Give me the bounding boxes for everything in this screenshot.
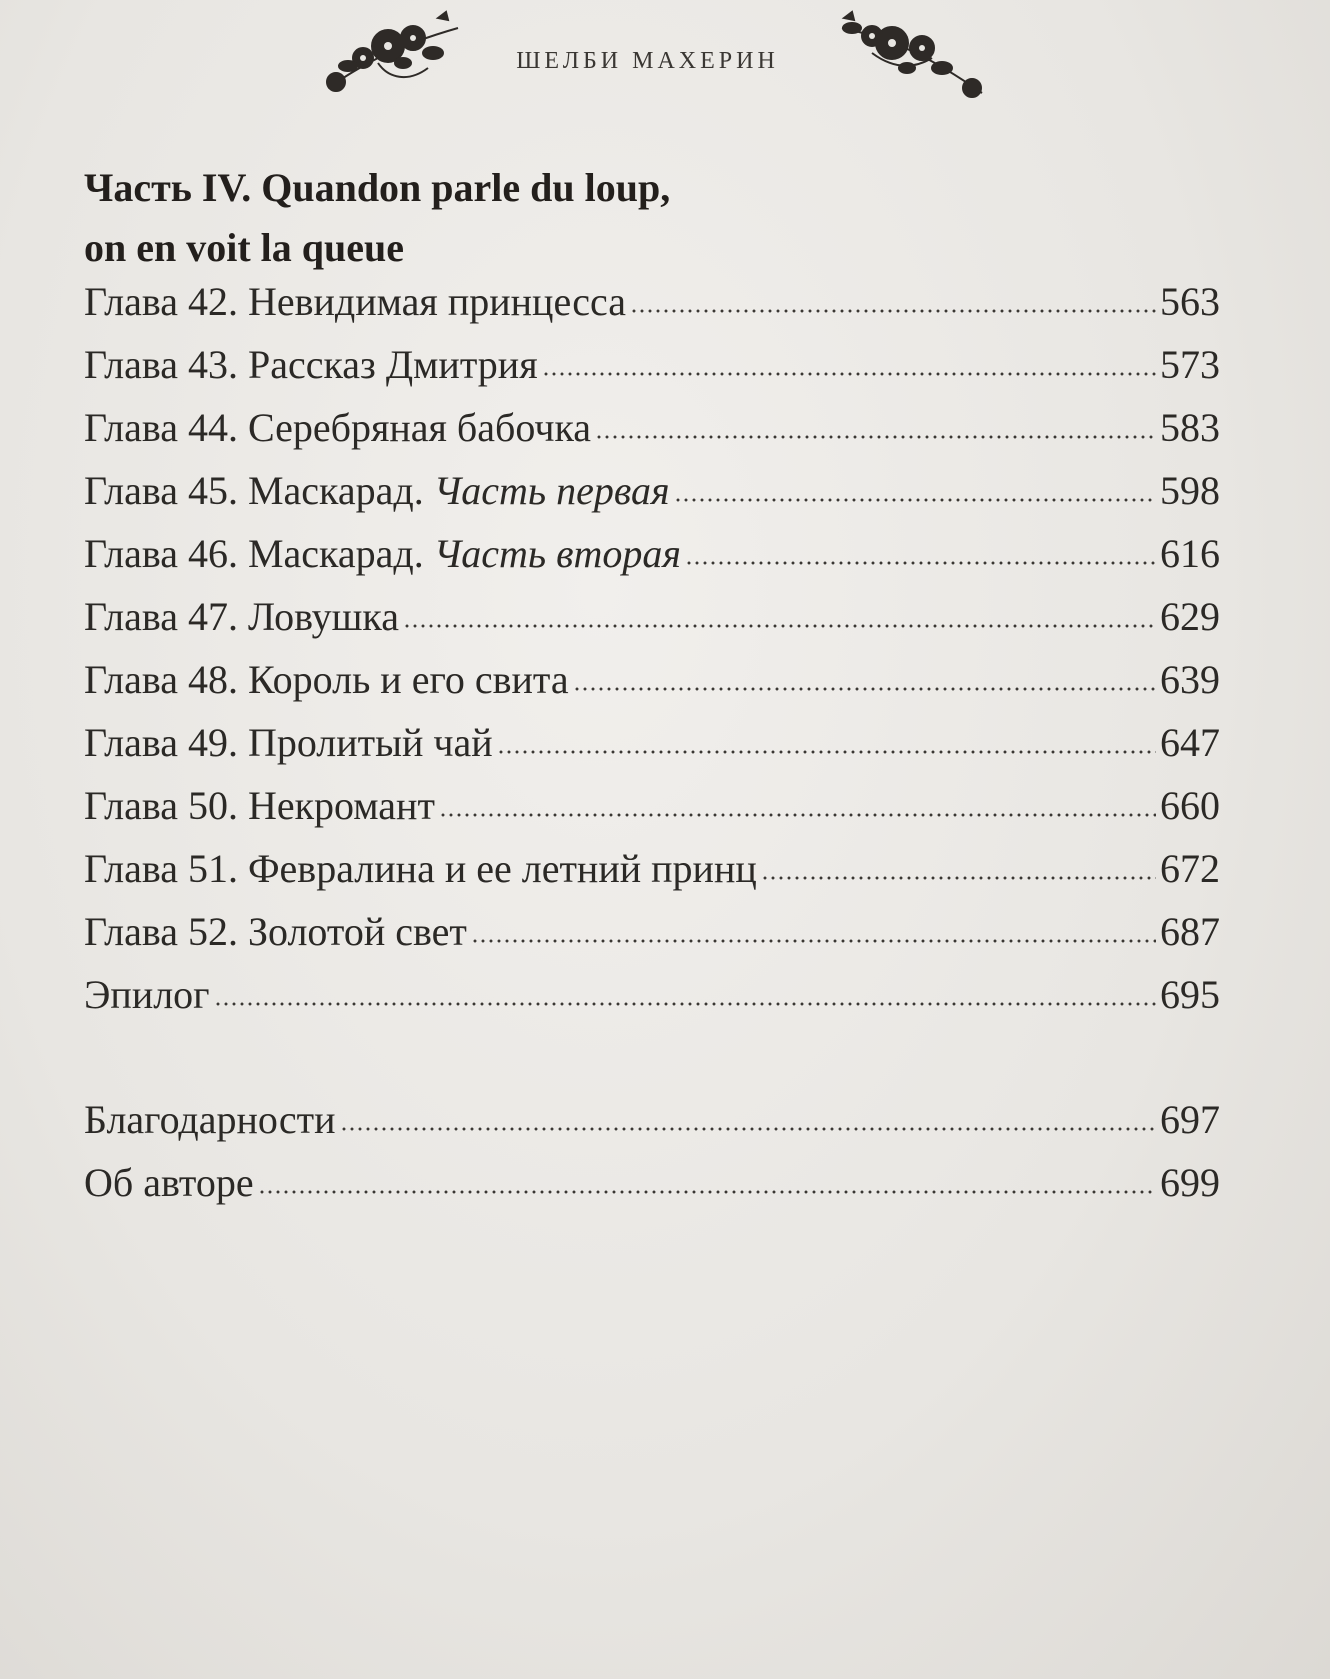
dot-leader [630, 309, 1156, 313]
dot-leader [340, 1127, 1156, 1131]
part-heading-line-2: on en voit la queue [84, 225, 405, 270]
toc-entry-page: 660 [1160, 783, 1220, 828]
toc-entry [84, 467, 1220, 530]
toc-entry-title: Глава 50. Некромант [84, 783, 435, 828]
toc-entry-title: Глава 51. Февралина и ее летний принц [84, 846, 757, 891]
running-head-author: ШЕЛБИ МАХЕРИН [516, 48, 779, 74]
toc-entry-title: Глава 48. Король и его свита [84, 657, 569, 702]
dot-leader [685, 561, 1156, 565]
toc-entry-page: 563 [1160, 279, 1220, 324]
toc-entry [84, 530, 1220, 593]
dot-leader [439, 813, 1156, 817]
dot-leader [595, 435, 1156, 439]
toc-entry-page: 598 [1160, 468, 1220, 513]
toc-entry-title: Глава 49. Пролитый чай [84, 720, 493, 765]
toc-entry-page: 583 [1160, 405, 1220, 450]
toc-entry [84, 341, 1220, 404]
toc-entry-page: 699 [1160, 1160, 1220, 1205]
toc-entry-title: Глава 43. Рассказ Дмитрия [84, 342, 538, 387]
toc-entry-page: 695 [1160, 972, 1220, 1017]
toc-entry-title: Глава 52. Золотой свет [84, 909, 467, 954]
toc-entry [84, 404, 1220, 467]
rose-ornament-right-icon [832, 8, 992, 103]
toc-entry-title: Об авторе [84, 1160, 254, 1205]
part-heading-line-1: Часть IV. Quandon parle du loup, [84, 165, 671, 210]
toc-entry [84, 845, 1220, 908]
dot-leader [573, 687, 1156, 691]
dot-leader [214, 1002, 1156, 1006]
toc-entry-page: 616 [1160, 531, 1220, 576]
toc-entry [84, 971, 1220, 1034]
toc-entry [84, 278, 1220, 341]
toc-entry-about-author [84, 1159, 1220, 1222]
dot-leader [542, 372, 1156, 376]
dot-leader [403, 624, 1156, 628]
toc-entry-page: 687 [1160, 909, 1220, 954]
toc-entry [84, 593, 1220, 656]
toc-entry-page: 639 [1160, 657, 1220, 702]
toc-entry-acknowledgements [84, 1096, 1220, 1159]
page-header [0, 8, 1330, 108]
toc-entry-page: 629 [1160, 594, 1220, 639]
dot-leader [471, 939, 1156, 943]
toc-entry-title: Благодарности [84, 1097, 336, 1142]
toc-entry-title: Эпилог [84, 972, 210, 1017]
toc-entry [84, 719, 1220, 782]
dot-leader [258, 1190, 1156, 1194]
toc-entry-title: Глава 42. Невидимая принцесса [84, 279, 626, 324]
toc-entry-title: Глава 44. Серебряная бабочка [84, 405, 592, 450]
toc-entry [84, 782, 1220, 845]
toc-entry-page: 573 [1160, 342, 1220, 387]
dot-leader [497, 750, 1156, 754]
toc-entry [84, 656, 1220, 719]
dot-leader [761, 876, 1156, 880]
rose-ornament-left-icon [318, 8, 468, 98]
toc-entry-title: Глава 46. Маскарад. Часть вторая [84, 531, 681, 576]
toc-entry-page: 672 [1160, 846, 1220, 891]
toc-entry [84, 908, 1220, 971]
part-heading [84, 158, 844, 278]
toc-entry-title: Глава 45. Маскарад. Часть первая [84, 468, 670, 513]
toc-entry-page: 647 [1160, 720, 1220, 765]
table-of-contents [84, 278, 1220, 1034]
toc-entry-title: Глава 47. Ловушка [84, 594, 399, 639]
toc-entry-page: 697 [1160, 1097, 1220, 1142]
dot-leader [674, 498, 1156, 502]
back-matter-list [84, 1096, 1220, 1222]
